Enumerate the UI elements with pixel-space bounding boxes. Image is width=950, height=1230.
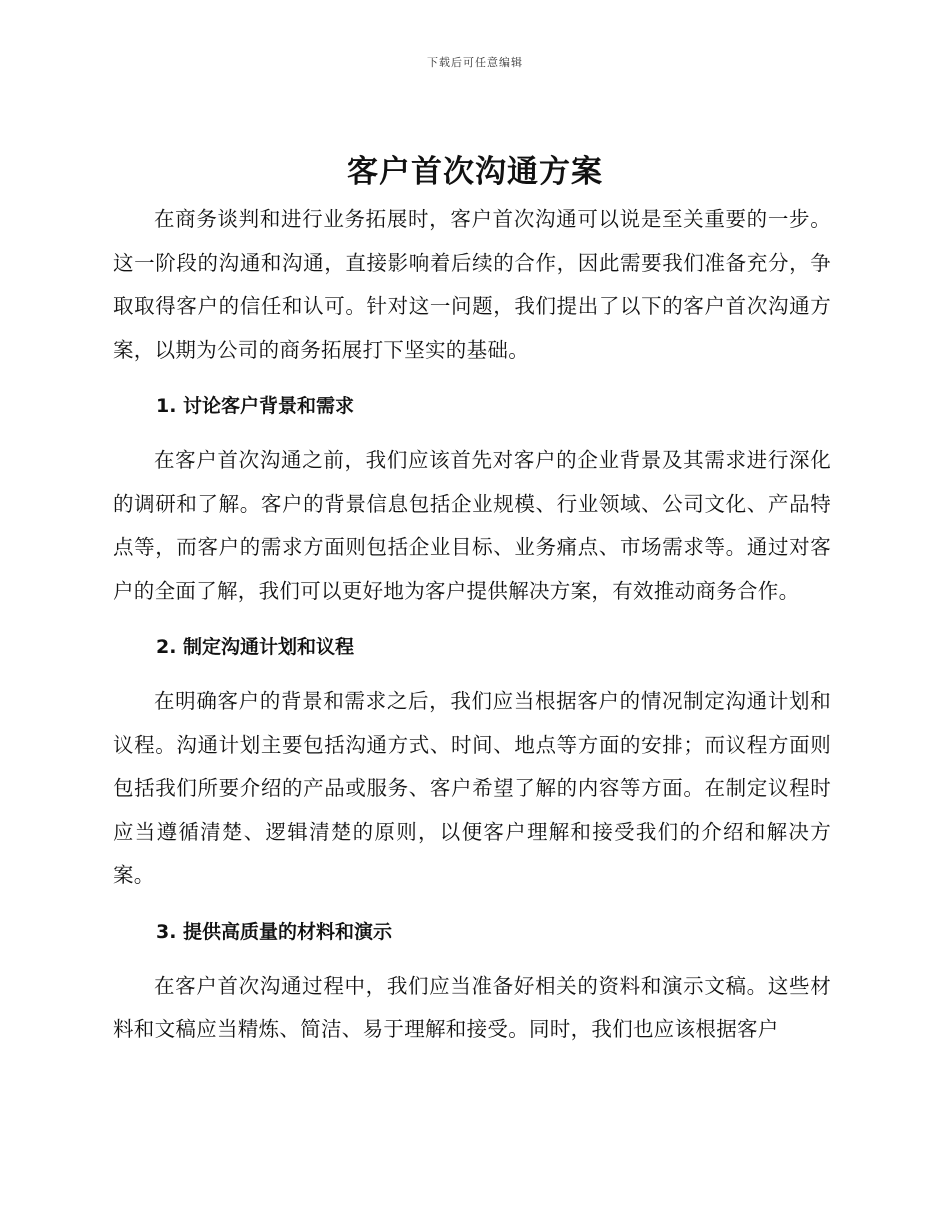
document-title: 客户首次沟通方案 — [347, 154, 603, 190]
document-body — [113, 198, 831, 1052]
section-paragraph-2: 在明确客户的背景和需求之后，我们应当根据客户的情况制定沟通计划和议程。沟通计划主要包括沟通方式、时间、地点等方面的安排；而议程方面则包括我们所要介绍的产品或服务、客户希望了解的内容等方面。在制定议程时应当遵循清楚、逻辑清楚的原则，以便客户理解和接受我们的介绍和解决方案。 — [113, 689, 831, 887]
header-note: 下载后可任意编辑 — [427, 56, 523, 69]
section-heading-1: 1. 讨论客户背景和需求 — [156, 395, 355, 417]
section-heading-3: 3. 提供高质量的材料和演示 — [156, 920, 393, 943]
section-paragraph-3: 在客户首次沟通过程中，我们应当准备好相关的资料和演示文稿。这些材料和文稿应当精炼、简洁、易于理解和接受。同时，我们也应该根据客户 — [113, 973, 831, 1041]
intro-paragraph: 在商务谈判和进行业务拓展时，客户首次沟通可以说是至关重要的一步。这一阶段的沟通和沟通，直接影响着后续的合作，因此需要我们准备充分，争取取得客户的信任和认可。针对这一问题，我们提出了以下的客户首次沟通方案，以期为公司的商务拓展打下坚实的基础。 — [113, 207, 831, 362]
section-paragraph-1: 在客户首次沟通之前，我们应该首先对客户的企业背景及其需求进行深化的调研和了解。客户的背景信息包括企业规模、行业领域、公司文化、产品特点等，而客户的需求方面则包括企业目标、业务痛点、市场需求等。通过对客户的全面了解，我们可以更好地为客户提供解决方案，有效推动商务合作。 — [113, 448, 831, 603]
section-heading-2: 2. 制定沟通计划和议程 — [156, 636, 355, 658]
